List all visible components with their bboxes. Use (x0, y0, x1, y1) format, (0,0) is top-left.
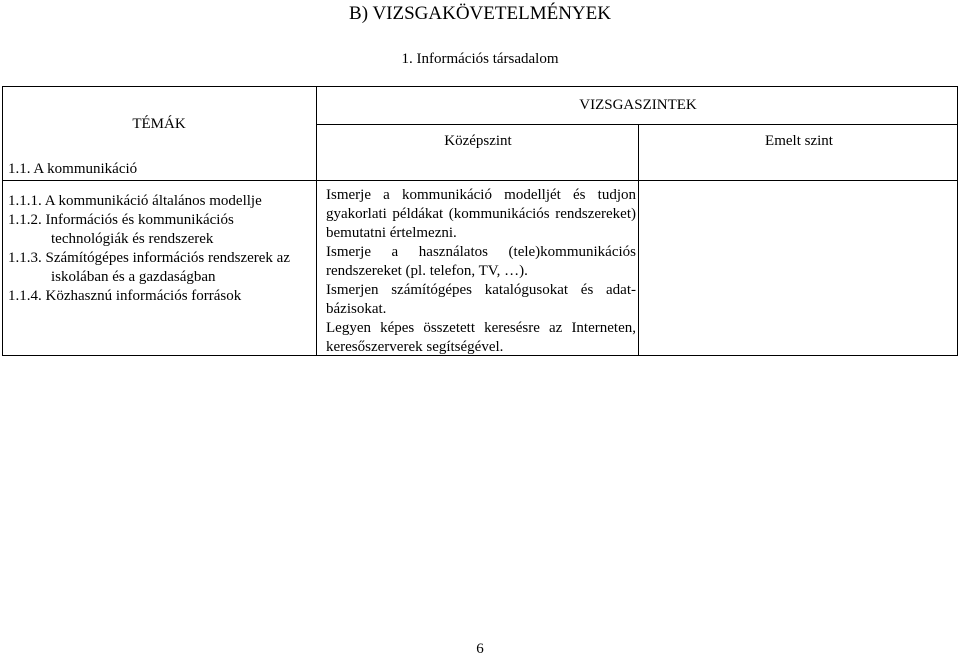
mid-level-header: Középszint (444, 133, 512, 149)
section-title: 1. Információs társadalom (401, 51, 559, 67)
adv-level-header: Emelt szint (765, 133, 833, 149)
topic-number: 1.1.1. (8, 193, 42, 209)
topic-text-continued: iskolában és a gazdaságban (51, 269, 216, 285)
topic-text: Információs és kommunikációs (45, 212, 234, 228)
topic-item (8, 192, 316, 211)
requirement-paragraph: Legyen képes összetett keresésre az Interneten, keresőszerverek segítségével. (326, 320, 636, 355)
mid-level-requirements (326, 186, 636, 357)
topic-text: A kommunikáció általános modellje (44, 193, 262, 209)
topic-text: Közhasznú információs források (45, 288, 242, 304)
topic-item (8, 287, 316, 306)
requirement-paragraph: Ismerje a kommunikáció modelljét és tudjon gyakorlati példákat (kommunikációs rendszereket) bemutatni értelmezni. (326, 187, 636, 241)
topic-number: 1.1.2. (8, 212, 42, 228)
page-heading: B) VIZSGAKÖVETELMÉNYEK (349, 3, 611, 24)
topic-number: 1.1.3. (8, 250, 42, 266)
topic-item (8, 211, 316, 249)
chapter-title: 1.1. A kommunikáció (8, 161, 138, 177)
topics-column (8, 160, 316, 304)
topic-number: 1.1.4. (8, 288, 42, 304)
topic-text-continued: technológiák és rendszerek (51, 231, 214, 247)
requirement-paragraph: Ismerjen számítógépes katalógusokat és adat-bázisokat. (326, 282, 636, 317)
topic-text: Számítógépes információs rendszerek az (45, 250, 290, 266)
requirements-header: VIZSGASZINTEK (579, 97, 697, 113)
table-divider-topics (316, 86, 317, 356)
topic-item (8, 249, 316, 287)
table-divider-header (316, 124, 958, 125)
topics-header: TÉMÁK (132, 116, 186, 132)
page-number: 6 (476, 641, 484, 657)
requirement-paragraph: Ismerje a használatos (tele)kommunikációs rendszereket (pl. telefon, TV, …). (326, 244, 636, 279)
table-divider-levels (638, 124, 639, 356)
